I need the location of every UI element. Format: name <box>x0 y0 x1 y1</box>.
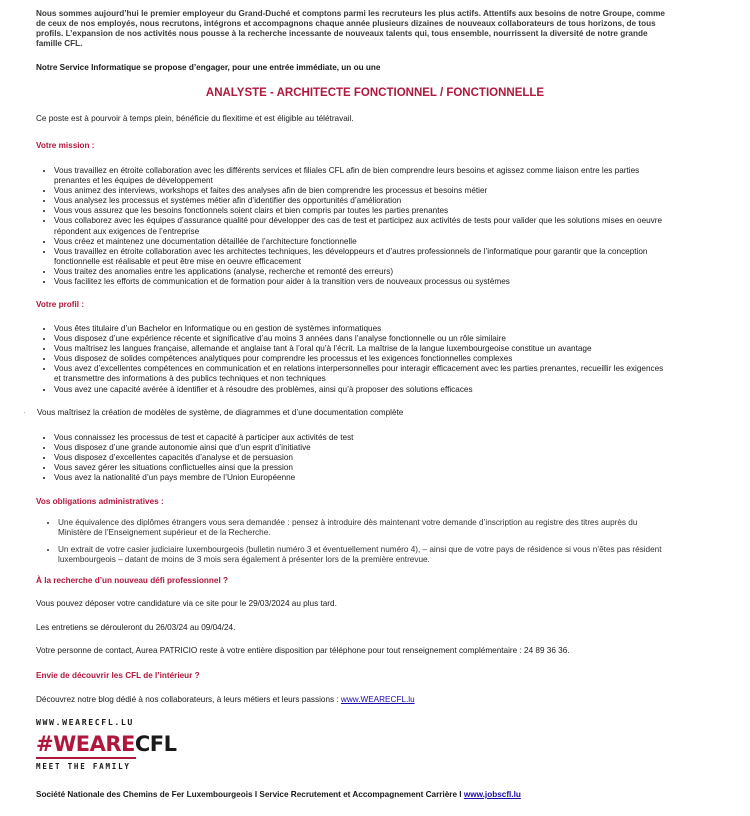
logo-tagline: MEET THE FAMILY <box>36 762 131 771</box>
list-item: • Vous avez la nationalité d’un pays membre de l’Union Européenne <box>54 473 666 483</box>
logo-divider <box>36 757 136 759</box>
list-item: • Vous analysez les processus et systèmes métier afin d’identifier des opportunités d’amélioration <box>54 196 666 206</box>
mission-list-wrapper <box>36 166 666 287</box>
admin-title: Vos obligations administratives : <box>36 497 164 506</box>
list-item: • Vous disposez de solides compétences analytiques pour comprendre les processus et les exigences fonctionnelles complexes <box>54 354 666 364</box>
blog-title: Envie de découvrir les CFL de l’intérieur ? <box>36 671 200 680</box>
list-item: • Vous êtes titulaire d’un Bachelor en Informatique ou en gestion de systèmes informatiques <box>54 324 666 334</box>
profile-list-b <box>36 433 666 483</box>
job-title: ANALYSTE - ARCHITECTE FONCTIONNEL / FONCTIONNELLE <box>205 87 545 99</box>
profile-list-a-wrapper <box>36 324 666 395</box>
application-deadline: Vous pouvez déposer votre candidature via ce site pour le 29/03/2024 au plus tard. <box>36 599 337 608</box>
logo-url: WWW.WEARECFL.LU <box>36 717 134 727</box>
challenge-title: À la recherche d’un nouveau défi professionnel ? <box>36 576 228 585</box>
list-item: • Vous créez et maintenez une documentation détaillée de l’architecture fonctionnelle <box>54 237 666 247</box>
footer-link[interactable]: www.jobscfl.lu <box>463 790 521 799</box>
logo-mark-cfl: CFL <box>134 732 177 756</box>
profile-list-a <box>36 324 666 395</box>
list-item: • Vous disposez d’une grande autonomie ainsi que d’un esprit d’initiative <box>54 443 666 453</box>
list-item: • Vous avez d’excellentes compétences en communication et en relations interpersonnelles pour interagir efficacement avec les parties prenantes, recueillir les exigences et transmettre des informations à des publics techniques et non techniques <box>54 364 666 384</box>
list-item: • Vous savez gérer les situations conflictuelles ainsi que la pression <box>54 463 666 473</box>
list-item: • Vous travaillez en étroite collaboration avec les différents services et filiales CFL afin de bien comprendre leurs besoins et agissez comme liaison entre les parties prenantes et les équipes de développement <box>54 166 666 186</box>
blog-link[interactable]: www.WEARECFL.lu <box>340 695 415 704</box>
logo-mark-hash: #WEARE <box>36 732 135 756</box>
interview-dates: Les entretiens se dérouleront du 26/03/24 au 09/04/24. <box>36 623 236 632</box>
profile-title: Votre profil : <box>36 300 85 309</box>
contact-info: Votre personne de contact, Aurea PATRICIO reste à votre entière disposition par téléphone pour tout renseignement complémentaire : 24 89 36 36. <box>36 646 570 655</box>
service-line: Notre Service Informatique se propose d’engager, pour une entrée immédiate, un ou une <box>36 63 381 72</box>
intro-paragraph: Nous sommes aujourd’hui le premier employeur du Grand-Duché et comptons parmi les recruteurs les plus actifs. Attentifs aux besoins de notre Groupe, comme de ceux de nos employés, nous recrutons, intégrons et accompagnons chaque année plusieurs dizaines de nouveaux collaborateurs de tous horizons, de tous profils. L’expansion de nos activités nous pousse à la recherche incessante de nouveaux talents qui, tous ensemble, nourrissent la diversité de notre grande famille CFL. <box>36 9 665 48</box>
mission-list <box>36 166 666 287</box>
list-item: • Un extrait de votre casier judiciaire luxembourgeois (bulletin numéro 3 et éventuellement numéro 4), – ainsi que de votre pays de résidence si vous n’êtes pas résident luxembourgeois – datant de moins de 3 mois sera également à présenter lors de la première entrevue. <box>58 545 666 565</box>
list-item: • Vous animez des interviews, workshops et faites des analyses afin de bien comprendre les processus et besoins métier <box>54 186 666 196</box>
list-item: • Vous connaissez les processus de test et capacité à participer aux activités de test <box>54 433 666 443</box>
list-item: • Vous collaborez avec les équipes d’assurance qualité pour développer des cas de test et participez aux activités de tests pour valider que les solutions mises en oeuvre répondent aux exigences de l’entreprise <box>54 216 666 236</box>
mission-title: Votre mission : <box>36 141 95 150</box>
list-item: • Une équivalence des diplômes étrangers vous sera demandée : pensez à introduire dès maintenant votre demande d’inscription au registre des titres auprès du Ministère de l’Enseignement supérieur et de la Recherche. <box>58 518 666 538</box>
footer-text: Société Nationale des Chemins de Fer Luxembourgeois I Service Recrutement et Accompagnement Carrière I <box>36 790 464 799</box>
list-item: • Vous maîtrisez les langues française, allemande et anglaise tant à l’oral qu’à l’écrit. La maîtrise de la langue luxembourgeoise constitue un avantage <box>54 344 666 354</box>
footer <box>36 790 666 800</box>
stray-item-text: Vous maîtrisez la création de modèles de système, de diagrammes et d’une documentation complète <box>37 408 404 417</box>
bullet-dot: · <box>23 408 26 417</box>
profile-list-b-wrapper <box>36 433 666 483</box>
profile-stray-item <box>23 408 673 418</box>
list-item: • Vous travaillez en étroite collaboration avec les architectes techniques, les développeurs et d’autres professionnels de l’informatique pour garantir que la conception fonctionnelle est réalisable et peut être mise en oeuvre efficacement <box>54 247 666 267</box>
wearecfl-logo <box>36 717 177 779</box>
list-item: • Vous traitez des anomalies entre les applications (analyse, recherche et remonté des erreurs) <box>54 267 666 277</box>
blog-line <box>36 695 666 705</box>
admin-list <box>36 518 666 565</box>
position-conditions: Ce poste est à pourvoir à temps plein, bénéficie du flexitime et est éligible au télétravail. <box>36 114 354 123</box>
logo-mark <box>36 732 177 756</box>
list-item: • Vous disposez d’excellentes capacités d’analyse et de persuasion <box>54 453 666 463</box>
list-item: • Vous avez une capacité avérée à identifier et à résoudre des problèmes, ainsi qu’à proposer des solutions efficaces <box>54 385 666 395</box>
list-item: • Vous vous assurez que les besoins fonctionnels soient clairs et bien compris par toutes les parties prenantes <box>54 206 666 216</box>
list-item: • Vous facilitez les efforts de communication et de formation pour aider à la transition vers de nouveaux processus ou systèmes <box>54 277 666 287</box>
blog-text: Découvrez notre blog dédié à nos collaborateurs, à leurs métiers et leurs passions : <box>36 695 341 704</box>
admin-list-wrapper <box>36 518 666 572</box>
list-item: • Vous disposez d’une expérience récente et significative d’au moins 3 années dans l’analyse fonctionnelle ou un rôle similaire <box>54 334 666 344</box>
